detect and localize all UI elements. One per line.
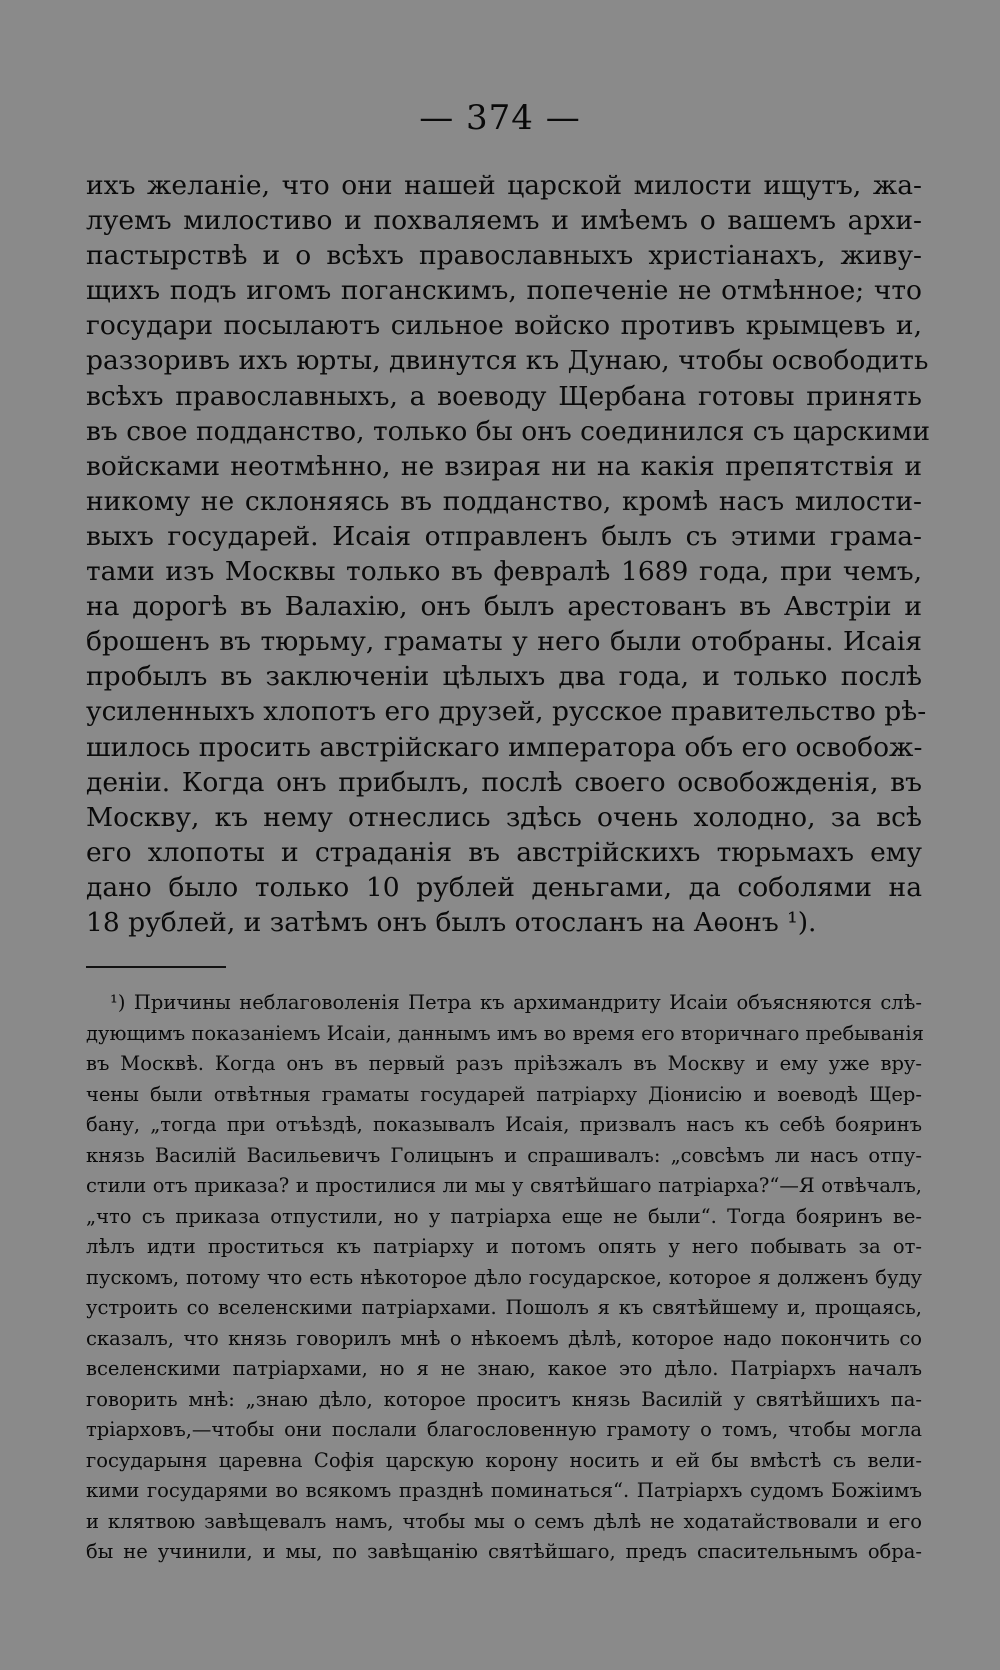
body-text-line: деніи. Когда онъ прибылъ, послѣ своего освобожденія, въ	[86, 766, 922, 798]
body-text-line: выхъ государей. Исаія отправленъ былъ съ этими грама-	[86, 520, 922, 552]
main-text	[86, 168, 931, 940]
body-text-line: шилось просить австрійскаго императора объ его освобож-	[86, 731, 923, 763]
body-text-line: ихъ желаніе, что они нашей царской милости ищутъ, жа-	[86, 170, 922, 201]
body-text-line: раззоривъ ихъ юрты, двинутся къ Дунаю, чтобы освободить	[86, 345, 929, 377]
body-text-line: тами изъ Москвы только въ февралѣ 1689 года, при чемъ,	[86, 556, 922, 588]
body-text-line: никому не склоняясь въ подданство, кромѣ насъ милости-	[86, 485, 922, 517]
footnote-line: князь Василій Васильевичъ Голицынъ и спрашивалъ: „совсѣмъ ли насъ отпу-	[86, 1143, 922, 1167]
footnote-line: „что съ приказа отпустили, но у патріарха еще не были“. Тогда бояринъ ве-	[86, 1204, 922, 1228]
footnote-line: ¹) Причины неблаговоленія Петра къ архимандриту Исаіи объясняются слѣ-	[110, 991, 922, 1014]
footnote-line: кими государями во всякомъ празднѣ поминаться“. Патріархъ судомъ Божіимъ	[86, 1479, 922, 1502]
body-text-line: пробылъ въ заключеніи цѣлыхъ два года, и только послѣ	[86, 661, 922, 693]
footnote-line: говорить мнѣ: „знаю дѣло, которое проситъ князь Василій у святѣйшихъ па-	[86, 1387, 922, 1411]
body-text-line: усиленныхъ хлопотъ его друзей, русское правительство рѣ-	[86, 696, 927, 728]
body-text-line: луемъ милостиво и похваляемъ и имѣемъ о вашемъ архи-	[86, 205, 922, 237]
body-text-line: въ свое подданство, только бы онъ соединился съ царскими	[86, 415, 931, 447]
body-text-line: государи посылаютъ сильное войско противъ крымцевъ и,	[86, 310, 922, 342]
body-text-line: пастырствѣ и о всѣхъ православныхъ христіанахъ, живу-	[86, 240, 922, 272]
body-text-line: 18 рублей, и затѣмъ онъ былъ отосланъ на Аѳонъ ¹).	[86, 906, 817, 938]
footnote-line: дующимъ показаніемъ Исаіи, даннымъ имъ во время его вторичнаго пребыванія	[86, 1021, 924, 1045]
footnote-line: бы не учинили, и мы, по завѣщанію святѣйшаго, предъ спасительнымъ обра-	[86, 1540, 922, 1563]
footnote-line: вселенскими патріархами, но я не знаю, какое это дѣло. Патріархъ началъ	[86, 1357, 922, 1380]
footnote-line: тріарховъ,—чтобы они послали благословенную грамоту о томъ, чтобы могла	[86, 1418, 922, 1441]
body-text-line: его хлопоты и страданія въ австрійскихъ тюрьмахъ ему	[86, 836, 922, 868]
footnote-line: въ Москвѣ. Когда онъ въ первый разъ пріѣзжалъ въ Москву и ему уже вру-	[86, 1052, 922, 1075]
footnote-line: устроить со вселенскими патріархами. Пошолъ я къ святѣйшему и, прощаясь,	[86, 1296, 922, 1319]
footnote-line: лѣлъ идти проститься къ патріарху и потомъ опять у него побывать за от-	[86, 1235, 922, 1258]
body-text-line: войсками неотмѣнно, не взирая ни на какія препятствія и	[86, 450, 922, 482]
body-text-line: дано было только 10 рублей деньгами, да соболями на	[86, 871, 922, 903]
body-text-line: брошенъ въ тюрьму, граматы у него были отобраны. Исаія	[86, 626, 922, 658]
footnote-line: государыня царевна Софія царскую корону носить и ей бы вмѣстѣ съ вели-	[86, 1448, 922, 1472]
body-text-line: щихъ подъ игомъ поганскимъ, попеченіе не отмѣнное; что	[86, 275, 922, 307]
body-text-line: всѣхъ православныхъ, а воеводу Щербана готовы принять	[86, 380, 922, 412]
page-number: — 374 —	[419, 98, 581, 138]
footnote-line: бану, „тогда при отъѣздѣ, показывалъ Исаія, призвалъ насъ къ себѣ бояринъ	[86, 1113, 922, 1136]
footnote	[86, 988, 922, 1568]
footnote-line: чены были отвѣтныя граматы государей патріарху Діонисію и воеводѣ Щер-	[86, 1082, 922, 1106]
footnote-line: сказалъ, что князь говорилъ мнѣ о нѣкоемъ дѣлѣ, которое надо покончить со	[86, 1326, 922, 1350]
body-text-line: на дорогѣ въ Валахію, онъ былъ арестованъ въ Австріи и	[86, 591, 922, 623]
footnote-line: и клятвою завѣщевалъ намъ, чтобы мы о семъ дѣлѣ не ходатайствовали и его	[86, 1509, 922, 1533]
footnote-divider	[86, 966, 226, 968]
footnote-line: пускомъ, потому что есть нѣкоторое дѣло государское, которое я долженъ буду	[86, 1265, 922, 1289]
footnote-line: стили отъ приказа? и простилися ли мы у святѣйшаго патріарха?“—Я отвѣчалъ,	[86, 1174, 922, 1197]
body-text-line: Москву, къ нему отнеслись здѣсь очень холодно, за всѣ	[86, 801, 922, 833]
